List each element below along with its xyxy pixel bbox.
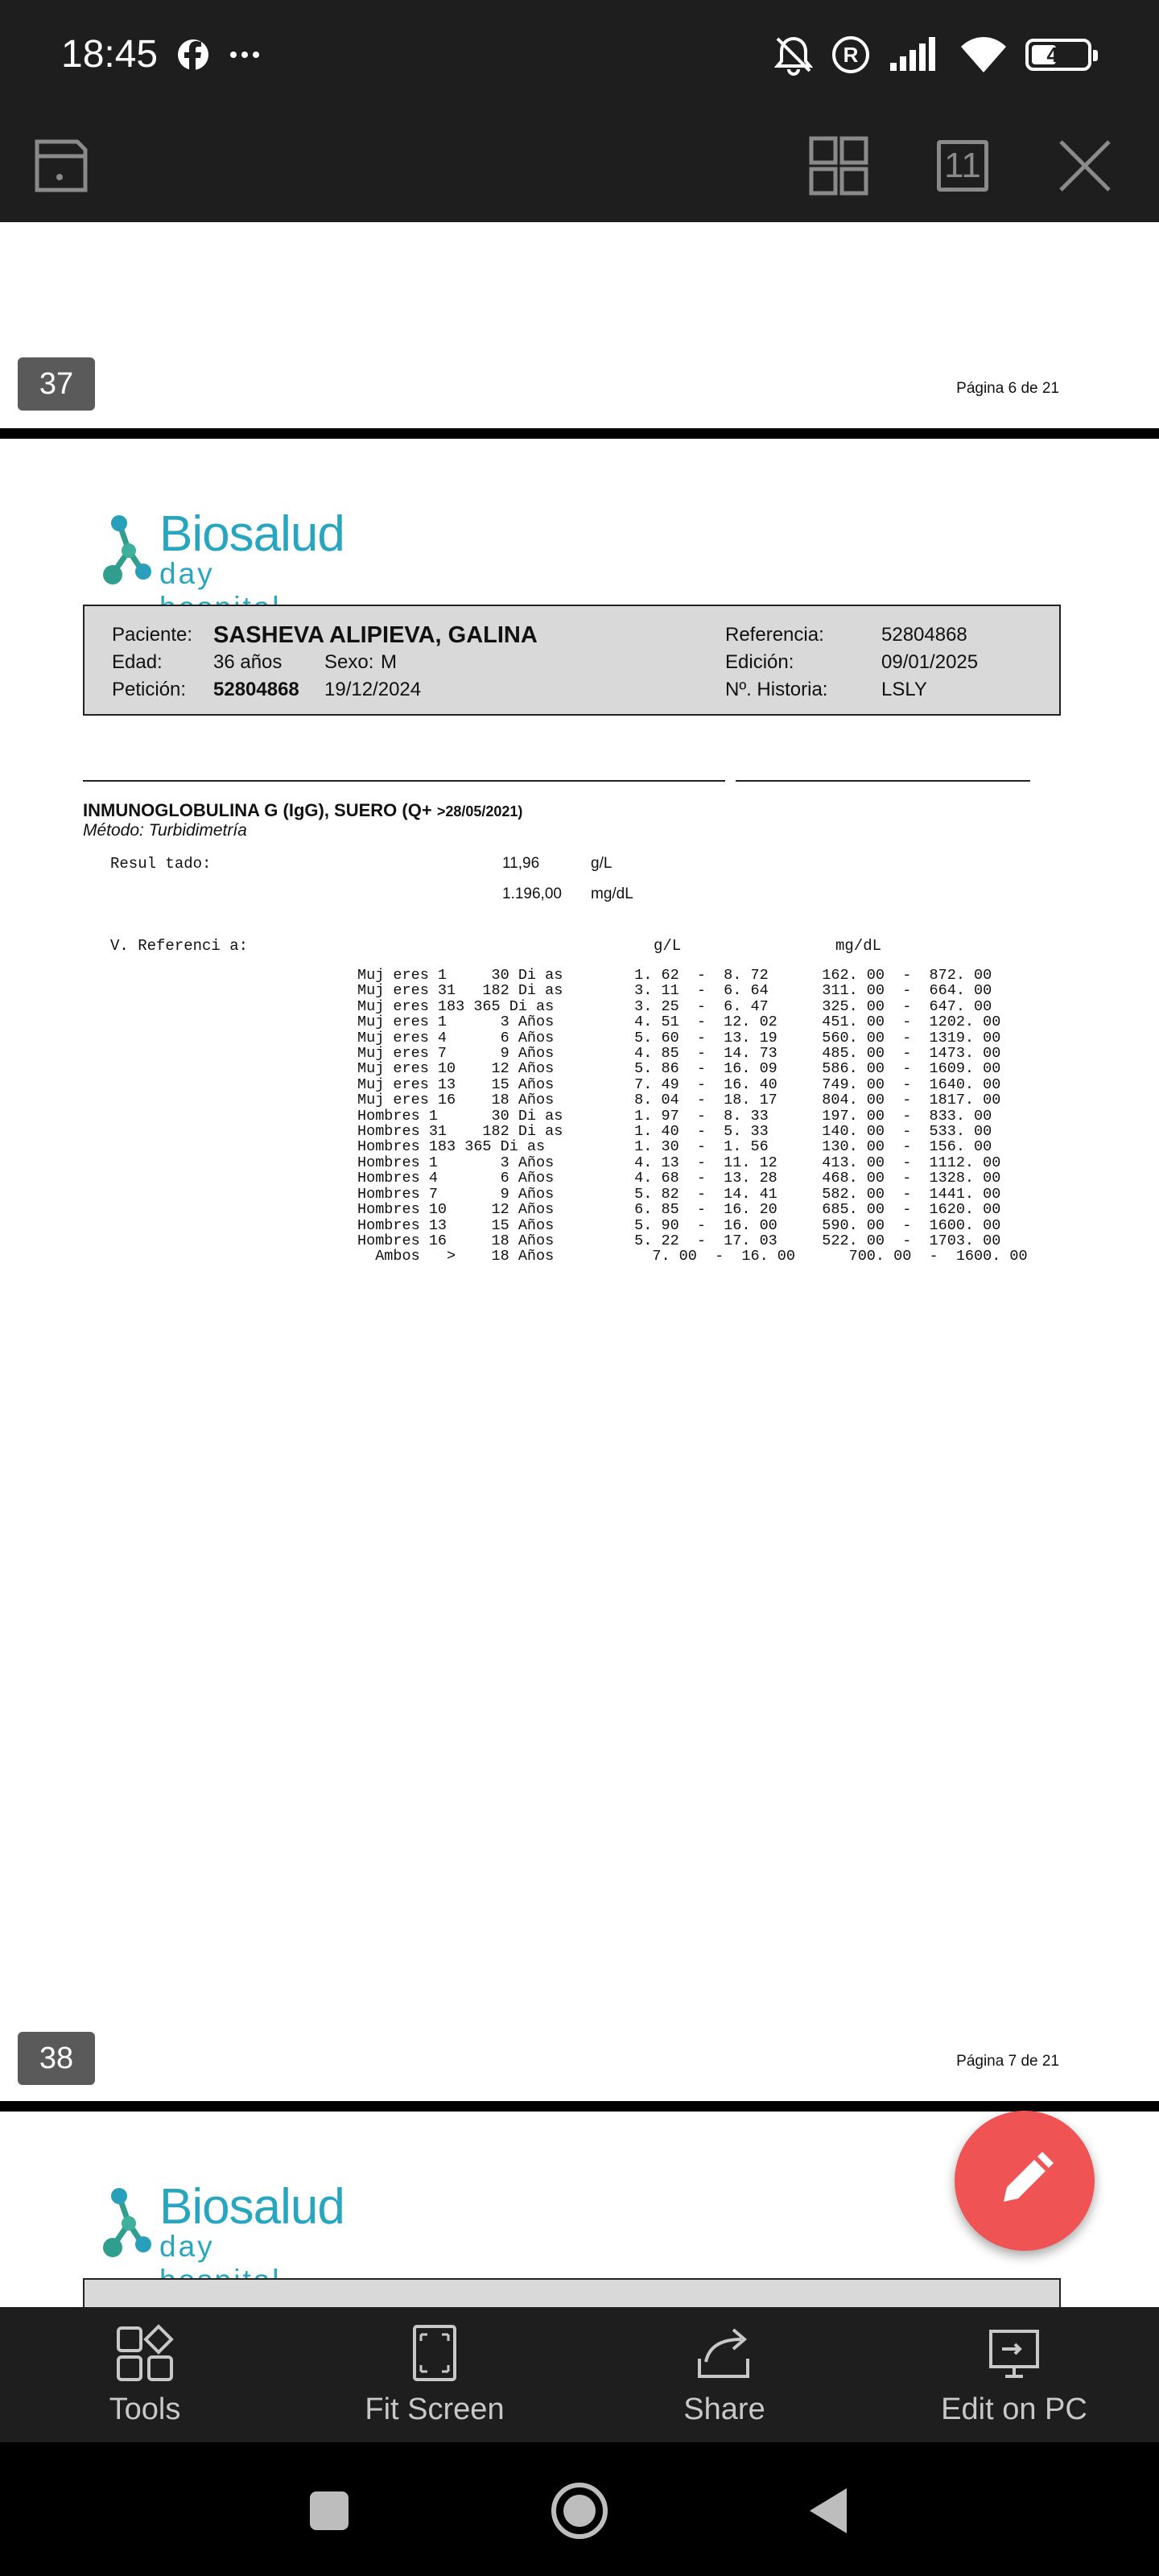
edition-value: 09/01/2025 bbox=[881, 651, 979, 673]
logo-name: Biosalud bbox=[159, 506, 344, 562]
reference-label: V. Referenci a: bbox=[110, 937, 249, 955]
logo-subtitle: day bbox=[159, 2230, 215, 2263]
edit-on-pc-button[interactable] bbox=[869, 2307, 1159, 2442]
registered-icon bbox=[831, 35, 871, 75]
section-rule bbox=[83, 780, 725, 782]
logo-name: Biosalud bbox=[159, 2179, 344, 2235]
reference-row: Hombres 4 6 Años 4. 68 - 13. 28 468. 00 - 1328. 00 bbox=[357, 1170, 1001, 1187]
reference-row: Hombres 183 365 Di as 1. 30 - 1. 56 130. 00 - 156. 00 bbox=[357, 1138, 992, 1156]
page-badge-38: 38 bbox=[18, 2032, 95, 2085]
grid-view-button[interactable] bbox=[798, 126, 879, 206]
close-icon bbox=[1056, 137, 1114, 195]
save-icon bbox=[32, 137, 90, 195]
reference-row: Hombres 16 18 Años 5. 22 - 17. 03 522. 00 - 1703. 00 bbox=[357, 1232, 1001, 1249]
fit-screen-label: Fit Screen bbox=[365, 2392, 505, 2426]
recents-button[interactable] bbox=[293, 2475, 365, 2547]
share-label: Share bbox=[683, 2392, 765, 2426]
tools-label: Tools bbox=[109, 2392, 181, 2426]
test-title bbox=[83, 800, 522, 821]
result-value-mgdl: 1.196,00 bbox=[502, 886, 562, 902]
result-label: Resul tado: bbox=[110, 855, 212, 873]
logo-subtitle: day bbox=[159, 557, 215, 590]
tools-button[interactable] bbox=[0, 2307, 290, 2442]
tools-icon bbox=[115, 2323, 175, 2383]
biosalud-logo bbox=[101, 2178, 344, 2267]
result-value-gl: 11,96 bbox=[502, 855, 540, 872]
back-icon bbox=[806, 2485, 852, 2537]
test-name: INMUNOGLOBULINA G (IgG), SUERO (Q+ bbox=[83, 800, 432, 820]
reference-unit-gl: g/L bbox=[654, 937, 682, 955]
test-date: >28/05/2021) bbox=[436, 803, 523, 819]
reference-row: Muj eres 4 6 Años 5. 60 - 13. 19 560. 00 - 1319. 00 bbox=[357, 1029, 1001, 1046]
reference-row: Muj eres 10 12 Años 5. 86 - 16. 09 586. 00 - 1609. 00 bbox=[357, 1060, 1001, 1078]
share-icon bbox=[695, 2323, 754, 2383]
reference-row: Muj eres 183 365 Di as 3. 25 - 6. 47 325. 00 - 647. 00 bbox=[357, 997, 992, 1015]
molecule-logo-icon bbox=[101, 2185, 158, 2265]
page-count-button[interactable] bbox=[922, 126, 1003, 206]
pencil-icon bbox=[992, 2149, 1057, 2213]
reference-row: Muj eres 31 182 Di as 3. 11 - 6. 64 311. 00 - 664. 00 bbox=[357, 982, 992, 1000]
fit-screen-button[interactable] bbox=[290, 2307, 580, 2442]
status-left-icons bbox=[175, 35, 272, 78]
edit-on-pc-label: Edit on PC bbox=[941, 2392, 1087, 2426]
top-toolbar bbox=[0, 109, 1159, 222]
page-divider bbox=[0, 428, 1159, 439]
page-divider bbox=[0, 2101, 1159, 2112]
sex-label: Sexo: bbox=[324, 651, 374, 673]
status-bar bbox=[0, 0, 1159, 109]
edition-label: Edición: bbox=[725, 651, 794, 673]
signal-icon bbox=[889, 37, 942, 72]
edit-fab-button[interactable] bbox=[955, 2111, 1095, 2251]
biosalud-logo bbox=[101, 506, 344, 594]
home-icon bbox=[549, 2480, 610, 2541]
battery-icon bbox=[1025, 39, 1091, 71]
status-right-icons bbox=[774, 32, 1091, 77]
reference-row: Muj eres 1 3 Años 4. 51 - 12. 02 451. 00 - 1202. 00 bbox=[357, 1013, 1001, 1031]
age-value: 36 años bbox=[213, 651, 283, 673]
request-label: Petición: bbox=[112, 679, 187, 700]
recents-icon bbox=[307, 2488, 352, 2533]
result-unit-mgdl: mg/dL bbox=[591, 886, 633, 902]
svg-text:R: R bbox=[843, 43, 859, 67]
sex-value: M bbox=[381, 651, 397, 673]
facebook-icon bbox=[178, 39, 208, 71]
reference-row: Hombres 1 3 Años 4. 13 - 11. 12 413. 00 - 1112. 00 bbox=[357, 1154, 1001, 1171]
reference-label: Referencia: bbox=[725, 624, 824, 646]
battery-level: 41 bbox=[1046, 42, 1070, 67]
wifi-icon bbox=[959, 35, 1008, 74]
page-count-icon: 11 bbox=[937, 140, 988, 192]
molecule-logo-icon bbox=[101, 512, 158, 592]
status-time: 18:45 bbox=[61, 33, 159, 76]
bottom-toolbar bbox=[0, 2307, 1159, 2442]
page-badge-37: 37 bbox=[18, 357, 95, 411]
reference-row: Hombres 31 182 Di as 1. 40 - 5. 33 140. 00 - 533. 00 bbox=[357, 1123, 992, 1141]
test-method: Método: Turbidimetría bbox=[83, 821, 247, 840]
reference-row: Muj eres 13 15 Años 7. 49 - 16. 40 749. 00 - 1640. 00 bbox=[357, 1075, 1001, 1093]
page-footer: Página 6 de 21 bbox=[956, 380, 1059, 397]
age-label: Edad: bbox=[112, 651, 163, 673]
section-rule bbox=[736, 780, 1030, 782]
grid-icon bbox=[808, 135, 869, 196]
share-button[interactable] bbox=[580, 2307, 869, 2442]
reference-table bbox=[357, 968, 1028, 1265]
mute-bell-icon bbox=[774, 34, 813, 76]
monitor-icon bbox=[984, 2323, 1044, 2383]
reference-value: 52804868 bbox=[881, 624, 967, 646]
reference-unit-mgdl: mg/dL bbox=[835, 937, 882, 955]
request-date: 19/12/2024 bbox=[324, 679, 422, 700]
reference-row: Ambos > 18 Años 7. 00 - 16. 00 700. 00 - 1600. 00 bbox=[357, 1248, 1028, 1265]
result-unit-gl: g/L bbox=[591, 855, 612, 872]
back-button[interactable] bbox=[793, 2475, 865, 2547]
page-footer: Página 7 de 21 bbox=[956, 2053, 1059, 2070]
patient-name: SASHEVA ALIPIEVA, GALINA bbox=[213, 622, 538, 648]
reference-row: Hombres 7 9 Años 5. 82 - 14. 41 582. 00 - 1441. 00 bbox=[357, 1185, 1001, 1203]
close-button[interactable] bbox=[1045, 126, 1125, 206]
patient-info-box-partial bbox=[83, 2278, 1061, 2307]
save-button[interactable] bbox=[21, 126, 101, 206]
reference-row: Hombres 1 30 Di as 1. 97 - 8. 33 197. 00 - 833. 00 bbox=[357, 1107, 992, 1125]
request-value: 52804868 bbox=[213, 679, 299, 700]
document-viewport[interactable] bbox=[0, 222, 1159, 2307]
android-nav-bar bbox=[0, 2442, 1159, 2576]
fit-screen-icon bbox=[405, 2323, 464, 2383]
home-button[interactable] bbox=[543, 2475, 616, 2547]
reference-row: Muj eres 16 18 Años 8. 04 - 18. 17 804. 00 - 1817. 00 bbox=[357, 1092, 1001, 1109]
reference-row: Muj eres 7 9 Años 4. 85 - 14. 73 485. 00 - 1473. 00 bbox=[357, 1045, 1001, 1063]
history-value: LSLY bbox=[881, 679, 927, 700]
patient-info-box bbox=[83, 605, 1061, 716]
reference-row: Muj eres 1 30 Di as 1. 62 - 8. 72 162. 00 - 872. 00 bbox=[357, 967, 992, 984]
reference-row: Hombres 10 12 Años 6. 85 - 16. 20 685. 00 - 1620. 00 bbox=[357, 1201, 1001, 1219]
more-icon bbox=[230, 52, 259, 58]
reference-row: Hombres 13 15 Años 5. 90 - 16. 00 590. 00 - 1600. 00 bbox=[357, 1216, 1001, 1234]
patient-label: Paciente: bbox=[112, 624, 193, 646]
history-label: Nº. Historia: bbox=[725, 679, 828, 700]
